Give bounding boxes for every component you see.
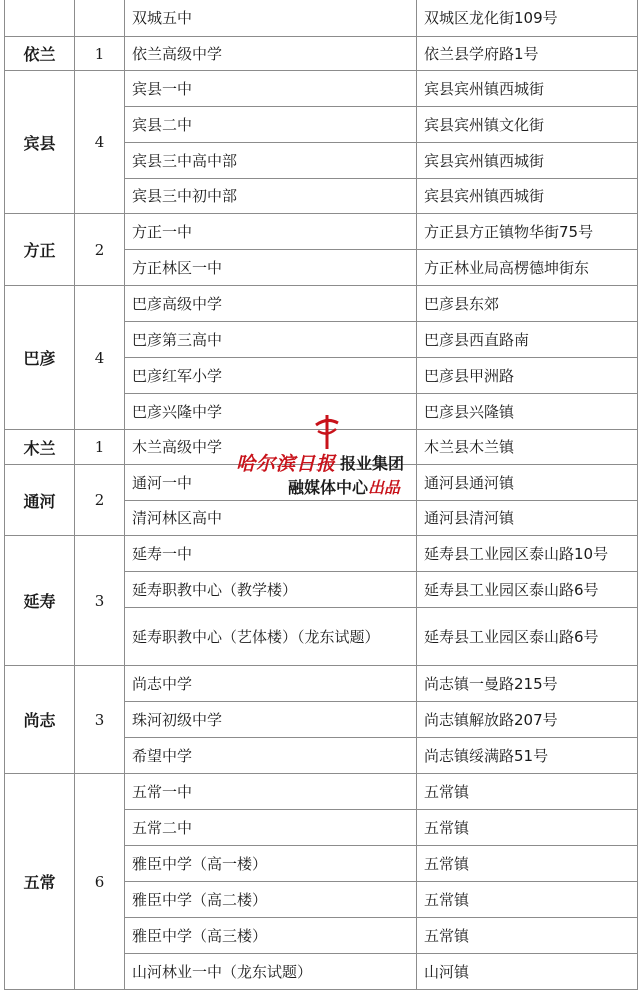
table-row [5,536,638,572]
district-cell: 依兰 [5,37,75,71]
site-count-cell [75,0,125,37]
school-address-cell: 宾县宾州镇西城街 [417,143,638,179]
site-count-cell: 1 [75,430,125,465]
school-name-cell: 尚志中学 [125,666,417,702]
district-cell: 巴彦 [5,286,75,430]
district-cell: 通河 [5,465,75,536]
school-name-cell: 木兰高级中学 [125,430,417,465]
school-name-cell: 希望中学 [125,738,417,774]
school-name-cell: 延寿职教中心（艺体楼）（龙东试题） [125,608,417,666]
school-address-cell: 五常镇 [417,846,638,882]
watermark-produced: 出品 [368,478,401,497]
school-address-cell: 通河县清河镇 [417,501,638,536]
site-count-cell: 4 [75,71,125,214]
table-row [5,0,638,37]
school-name-cell: 珠河初级中学 [125,702,417,738]
school-address-cell: 方正县方正镇物华街75号 [417,214,638,250]
school-name-cell: 雅臣中学（高一楼） [125,846,417,882]
school-name-cell: 五常二中 [125,810,417,846]
site-count-cell: 1 [75,37,125,71]
school-address-cell: 木兰县木兰镇 [417,430,638,465]
school-name-cell: 宾县三中高中部 [125,143,417,179]
school-address-cell: 巴彦县东郊 [417,286,638,322]
table-row [5,37,638,71]
table-row [5,774,638,810]
watermark-group: 报业集团 [340,454,405,473]
district-cell: 五常 [5,774,75,990]
table-row [5,666,638,702]
watermark-center: 融媒体中心 [288,478,369,497]
school-name-cell: 方正林区一中 [125,250,417,286]
school-name-cell: 巴彦高级中学 [125,286,417,322]
exam-site-table [4,0,638,990]
site-count-cell: 4 [75,286,125,430]
school-name-cell: 宾县二中 [125,107,417,143]
school-address-cell: 尚志镇一曼路215号 [417,666,638,702]
district-cell: 宾县 [5,71,75,214]
school-name-cell: 雅臣中学（高三楼） [125,918,417,954]
district-cell: 尚志 [5,666,75,774]
school-name-cell: 雅臣中学（高二楼） [125,882,417,918]
school-address-cell: 巴彦县甲洲路 [417,358,638,394]
school-address-cell: 宾县宾州镇西城街 [417,179,638,214]
school-name-cell: 延寿一中 [125,536,417,572]
school-name-cell: 巴彦红军小学 [125,358,417,394]
table-row [5,286,638,322]
school-name-cell: 延寿职教中心（教学楼） [125,572,417,608]
site-count-cell: 6 [75,774,125,990]
school-name-cell: 宾县三中初中部 [125,179,417,214]
school-name-cell: 宾县一中 [125,71,417,107]
school-address-cell: 尚志镇绥满路51号 [417,738,638,774]
school-address-cell: 双城区龙化街109号 [417,0,638,37]
school-address-cell: 方正林业局高楞德坤街东 [417,250,638,286]
watermark-brand: 哈尔滨日报 [236,453,337,475]
district-cell: 木兰 [5,430,75,465]
table-row [5,465,638,501]
table-row [5,430,638,465]
school-address-cell: 延寿县工业园区泰山路6号 [417,608,638,666]
school-address-cell: 宾县宾州镇文化街 [417,107,638,143]
school-name-cell: 方正一中 [125,214,417,250]
school-address-cell: 尚志镇解放路207号 [417,702,638,738]
site-count-cell: 2 [75,214,125,286]
school-name-cell: 巴彦第三高中 [125,322,417,358]
school-name-cell: 依兰高级中学 [125,37,417,71]
district-cell: 延寿 [5,536,75,666]
table-body [5,0,638,990]
school-name-cell: 五常一中 [125,774,417,810]
school-address-cell: 五常镇 [417,810,638,846]
school-address-cell: 通河县通河镇 [417,465,638,501]
school-address-cell: 依兰县学府路1号 [417,37,638,71]
school-address-cell: 巴彦县西直路南 [417,322,638,358]
school-name-cell: 山河林业一中（龙东试题） [125,954,417,990]
school-address-cell: 五常镇 [417,774,638,810]
site-count-cell: 2 [75,465,125,536]
school-address-cell: 巴彦县兴隆镇 [417,394,638,430]
school-name-cell: 双城五中 [125,0,417,37]
school-address-cell: 延寿县工业园区泰山路10号 [417,536,638,572]
table-row [5,71,638,107]
table-row [5,214,638,250]
school-address-cell: 山河镇 [417,954,638,990]
school-address-cell: 五常镇 [417,882,638,918]
school-address-cell: 延寿县工业园区泰山路6号 [417,572,638,608]
school-name-cell: 巴彦兴隆中学 [125,394,417,430]
school-address-cell: 五常镇 [417,918,638,954]
district-cell [5,0,75,37]
school-name-cell: 通河一中 [125,465,417,501]
site-count-cell: 3 [75,536,125,666]
site-count-cell: 3 [75,666,125,774]
school-name-cell: 清河林区高中 [125,501,417,536]
school-address-cell: 宾县宾州镇西城街 [417,71,638,107]
district-cell: 方正 [5,214,75,286]
